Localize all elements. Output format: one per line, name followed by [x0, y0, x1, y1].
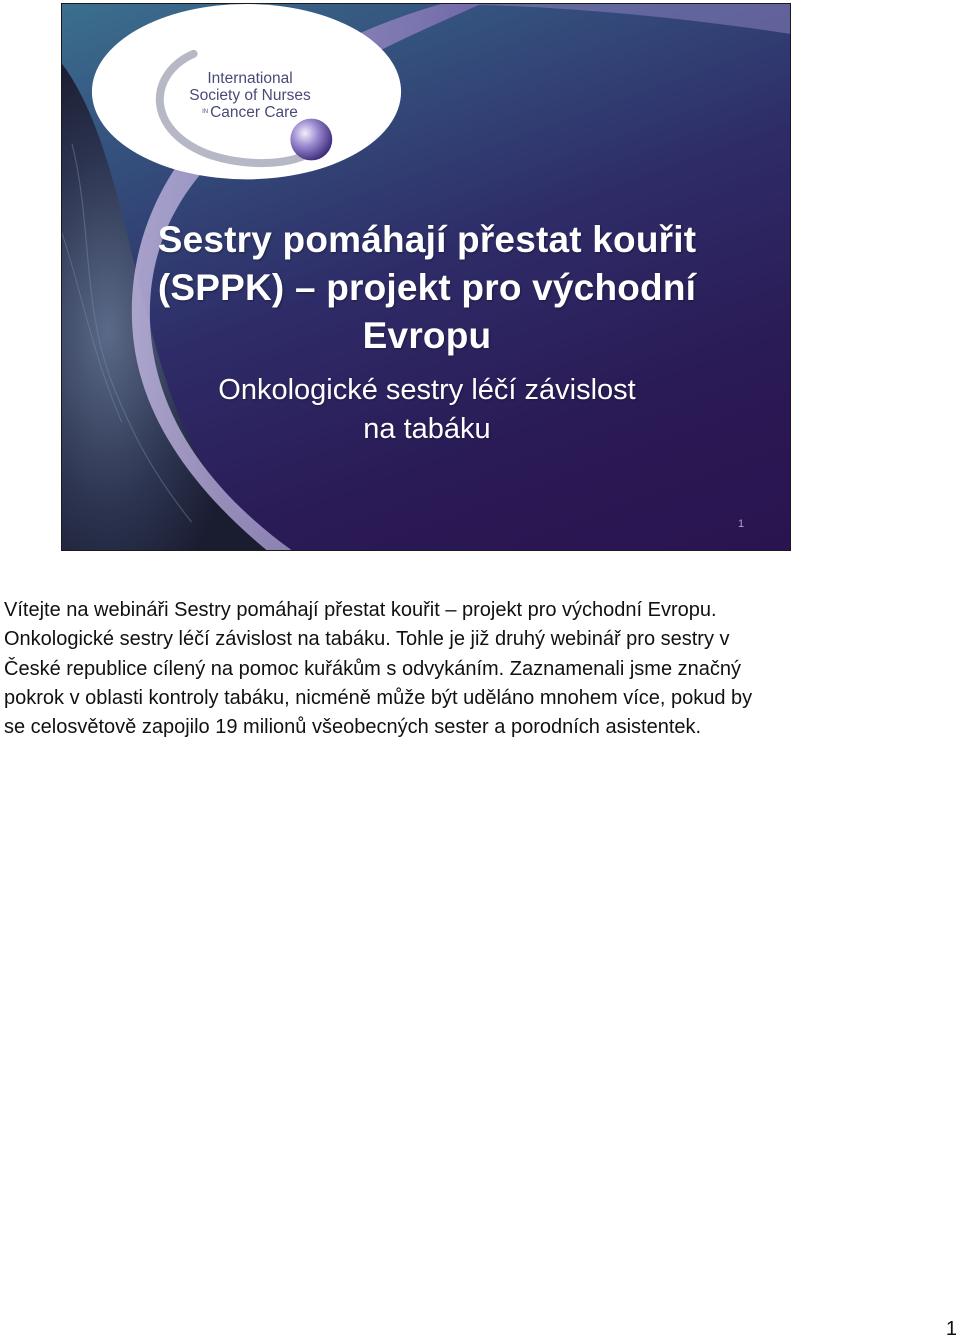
slide-number: 1 — [738, 518, 745, 530]
logo-line-1: International — [207, 70, 293, 87]
notes-line-3: České republice cílený na pomoc kuřákům s odvykáním. Zaznamenali jsme značný — [4, 657, 741, 680]
logo-text — [180, 70, 320, 121]
slide-title — [102, 216, 752, 360]
speaker-notes — [4, 596, 924, 742]
logo-line-2: Society of Nurses — [189, 87, 311, 104]
notes-line-1: Vítejte na webináři Sestry pomáhají přestat kouřit – projekt pro východní Evropu. — [4, 599, 717, 621]
page-number: 1 — [945, 1318, 957, 1340]
slide-title-line-3: Evropu — [362, 315, 492, 356]
slide-title-line-2: (SPPK) – projekt pro východní — [157, 267, 697, 308]
logo-prefix: IN — [202, 109, 209, 116]
slide-subtitle-line-2: na tabáku — [363, 413, 491, 445]
logo-line-3-text: Cancer Care — [210, 104, 298, 121]
notes-line-5: se celosvětově zapojilo 19 milionů všeobecných sester a porodních asistentek. — [4, 716, 702, 739]
slide-subtitle — [122, 371, 732, 449]
logo-line-3 — [180, 104, 320, 121]
presentation-slide — [61, 3, 791, 551]
slide-title-line-1: Sestry pomáhají přestat kouřit — [157, 219, 697, 260]
notes-line-4: pokrok v oblasti kontroly tabáku, nicméně může být uděláno mnohem více, pokud by — [4, 686, 753, 709]
slide-subtitle-line-1: Onkologické sestry léčí závislost — [218, 374, 636, 406]
notes-line-2: Onkologické sestry léčí závislost na tabáku. Tohle je již druhý webinář pro sestry v — [4, 628, 730, 651]
logo-sphere-icon — [290, 119, 332, 161]
